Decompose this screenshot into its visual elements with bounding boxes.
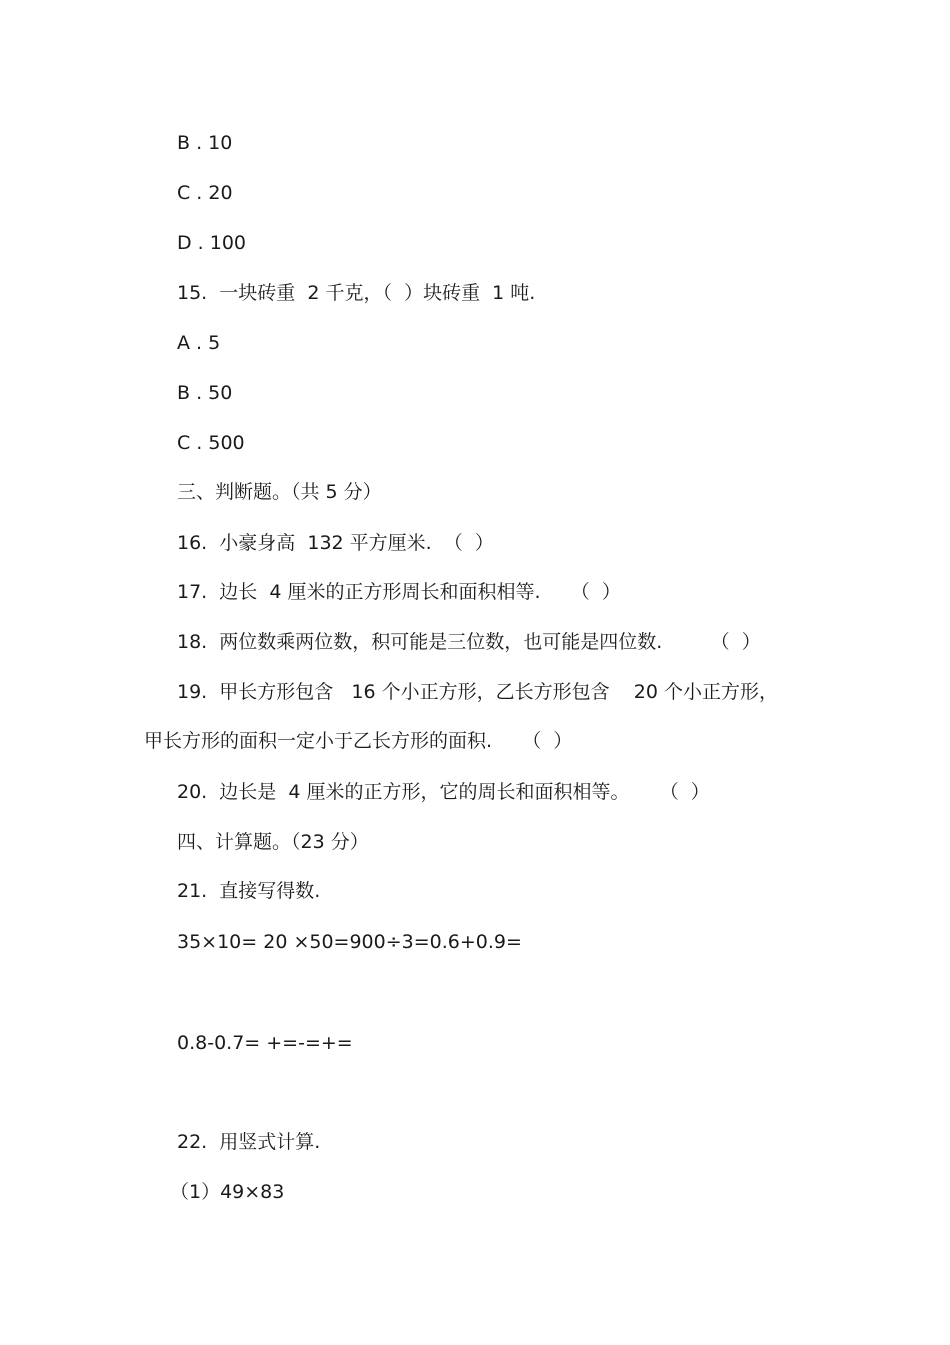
- option-b-q15: B . 50: [177, 382, 233, 404]
- question-21-row-2: 0.8-0.7= +=-=+=: [177, 1032, 353, 1054]
- question-15: 15. 一块砖重 2 千克，（ ）块砖重 1 吨.: [177, 282, 536, 304]
- option-c-q15: C . 500: [177, 432, 245, 454]
- section-heading-judgement: 三、判断题。（共 5 分）: [177, 481, 382, 503]
- option-b-q14: B . 10: [177, 132, 233, 154]
- question-18: 18. 两位数乘两位数，积可能是三位数，也可能是四位数. （ ）: [177, 631, 761, 653]
- option-c-q14: C . 20: [177, 182, 233, 204]
- question-16: 16. 小豪身高 132 平方厘米. （ ）: [177, 532, 494, 554]
- question-21-row-1: 35×10= 20 ×50=900÷3=0.6+0.9=: [177, 931, 522, 953]
- question-22: 22. 用竖式计算.: [177, 1131, 321, 1153]
- question-20: 20. 边长是 4 厘米的正方形，它的周长和面积相等。 （ ）: [177, 781, 710, 803]
- question-21: 21. 直接写得数.: [177, 880, 321, 902]
- question-19-continued: 甲长方形的面积一定小于乙长方形的面积. （ ）: [144, 730, 573, 752]
- question-19: 19. 甲长方形包含 16 个小正方形，乙长方形包含 20 个小正方形，: [177, 681, 779, 703]
- option-a-q15: A . 5: [177, 332, 221, 354]
- section-heading-calculation: 四、计算题。（23 分）: [177, 831, 369, 853]
- question-22-part-1: （1）49×83: [170, 1181, 285, 1203]
- option-d-q14: D . 100: [177, 232, 247, 254]
- question-17: 17. 边长 4 厘米的正方形周长和面积相等. （ ）: [177, 581, 621, 603]
